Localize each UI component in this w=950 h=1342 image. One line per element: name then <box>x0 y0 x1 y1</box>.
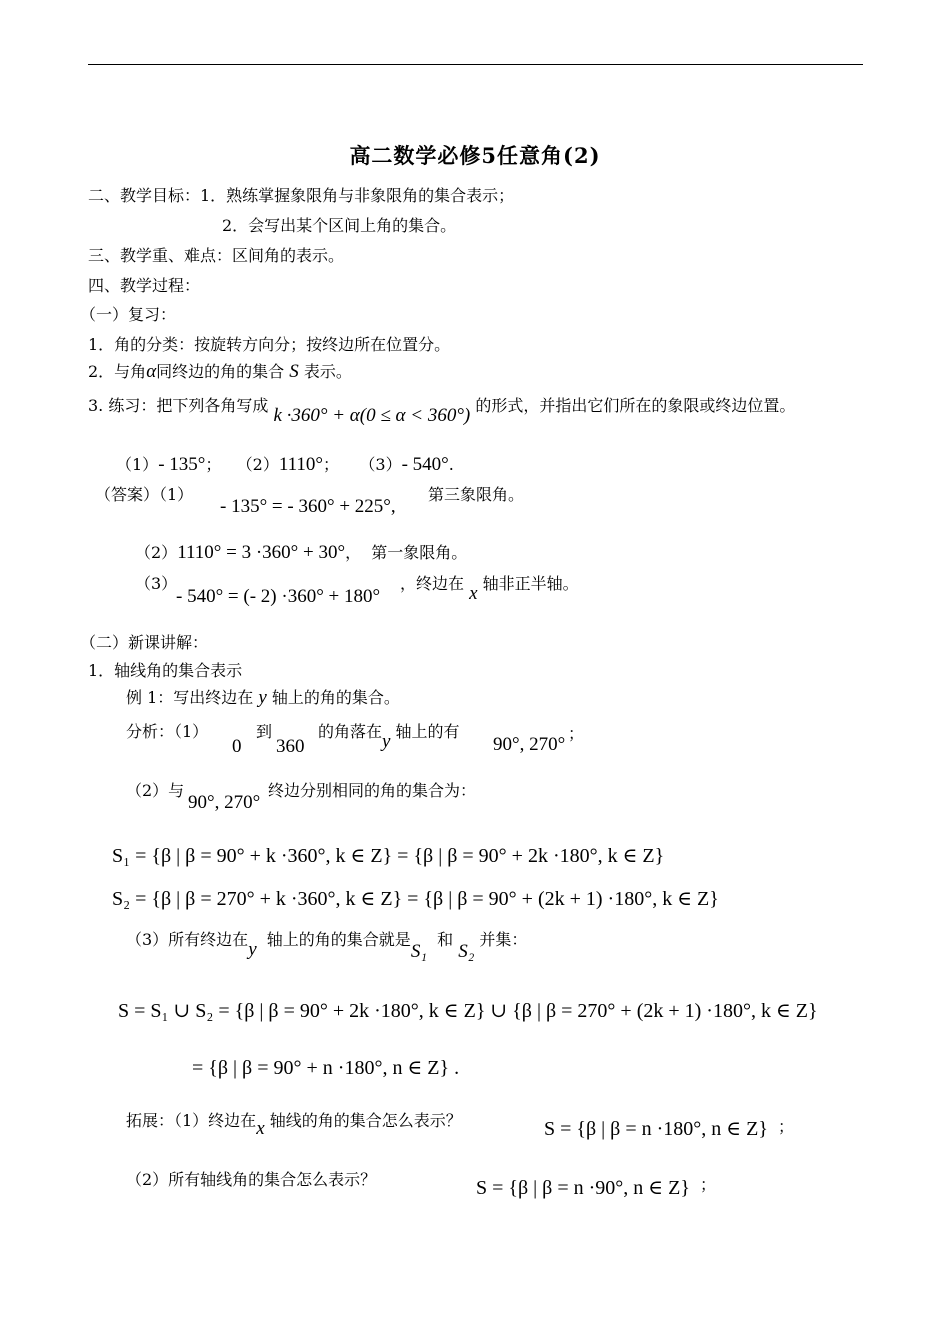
teaching-goal-1: 二、教学目标：1．熟练掌握象限角与非象限角的集合表示； <box>88 186 515 205</box>
header-rule <box>88 64 863 65</box>
new-lesson-heading: （二）新课讲解： <box>80 633 209 652</box>
answer-3-label: （3） <box>135 574 178 593</box>
formula-union-result: = {β | β = 90° + n ·180°, n ∈ Z} . <box>192 1057 460 1079</box>
extension-2: （2）所有轴线角的集合怎么表示？ <box>126 1170 377 1189</box>
extension-2-formula: S = {β | β = n ·90°, n ∈ Z} <box>476 1177 690 1199</box>
extension-2-end: ； <box>700 1175 717 1194</box>
exercise-items: （1）- 135°； （2）1110°； （3）- 540°. <box>116 454 454 475</box>
answer-3-formula: - 540° = (- 2) ·360° + 180° <box>176 586 381 607</box>
key-points: 三、教学重、难点：区间角的表示。 <box>88 246 345 265</box>
analysis-1-values: 90°, 270° <box>493 734 566 755</box>
review-item-1: 1．角的分类：按旋转方向分；按终边所在位置分。 <box>88 335 451 354</box>
analysis-1-zero: 0 <box>232 736 242 757</box>
analysis-1-360: 360 <box>276 736 305 757</box>
formula-union: S = S₁ ∪ S₂ = {β | β = 90° + 2k ·180°, k ∈ Z} ∪ {β | β = 270° + (2k + 1) ·180°, k ∈ Z} <box>118 1000 818 1022</box>
document-title: 高二数学必修5任意角(2) <box>349 143 601 168</box>
analysis-2-label: （2）与 <box>126 781 185 800</box>
answer-2: （2）1110° = 3 ·360° + 30°， 第一象限角。 <box>135 542 468 563</box>
answer-1-formula: - 135° = - 360° + 225°, <box>220 496 396 517</box>
extension-1-end: ； <box>778 1117 795 1136</box>
analysis-1-end: ； <box>568 724 585 743</box>
analysis-1-text: 的角落在y 轴上的有 <box>318 722 460 752</box>
formula-s1: S₁ = {β | β = 90° + k ·360°, k ∈ Z} = {β | β = 90° + 2k ·180°, k ∈ Z} <box>112 845 665 867</box>
review-item-2: 2．与角α同终边的角的集合 S 表示。 <box>88 361 352 382</box>
example-1: 例 1：写出终边在 y 轴上的角的集合。 <box>126 687 400 708</box>
answer-3-result: ，终边在 x 轴非正半轴。 <box>400 574 579 604</box>
extension-1: 拓展：（1）终边在x 轴线的角的集合怎么表示？ <box>126 1111 462 1139</box>
analysis-3: （3）所有终边在y 轴上的角的集合就是S₁ 和 S₂ 并集： <box>126 930 528 962</box>
extension-1-formula: S = {β | β = n ·180°, n ∈ Z} <box>544 1118 768 1140</box>
answer-1-result: 第三象限角。 <box>428 485 525 504</box>
formula-s2: S₂ = {β | β = 270° + k ·360°, k ∈ Z} = {β | β = 90° + (2k + 1) ·180°, k ∈ Z} <box>112 888 719 910</box>
section-axis-angles: 1．轴线角的集合表示 <box>88 661 243 680</box>
review-heading: （一）复习： <box>80 305 177 324</box>
teaching-goal-2: 2．会写出某个区间上角的集合。 <box>222 216 457 235</box>
answer-1-label: （答案）（1） <box>95 485 194 504</box>
analysis-2-text: 终边分别相同的角的集合为： <box>268 781 477 800</box>
analysis-2-values: 90°, 270° <box>188 792 261 813</box>
teaching-process-heading: 四、教学过程： <box>88 276 201 295</box>
analysis-1-label: 分析：（1） <box>126 722 209 741</box>
analysis-1-to: 到 <box>256 722 273 741</box>
exercise-instruction: 3. 练习：把下列各角写成 k ·360° + α(0 ≤ α < 360°) 的形式，并指出它们所在的象限或终边位置。 <box>88 396 796 426</box>
